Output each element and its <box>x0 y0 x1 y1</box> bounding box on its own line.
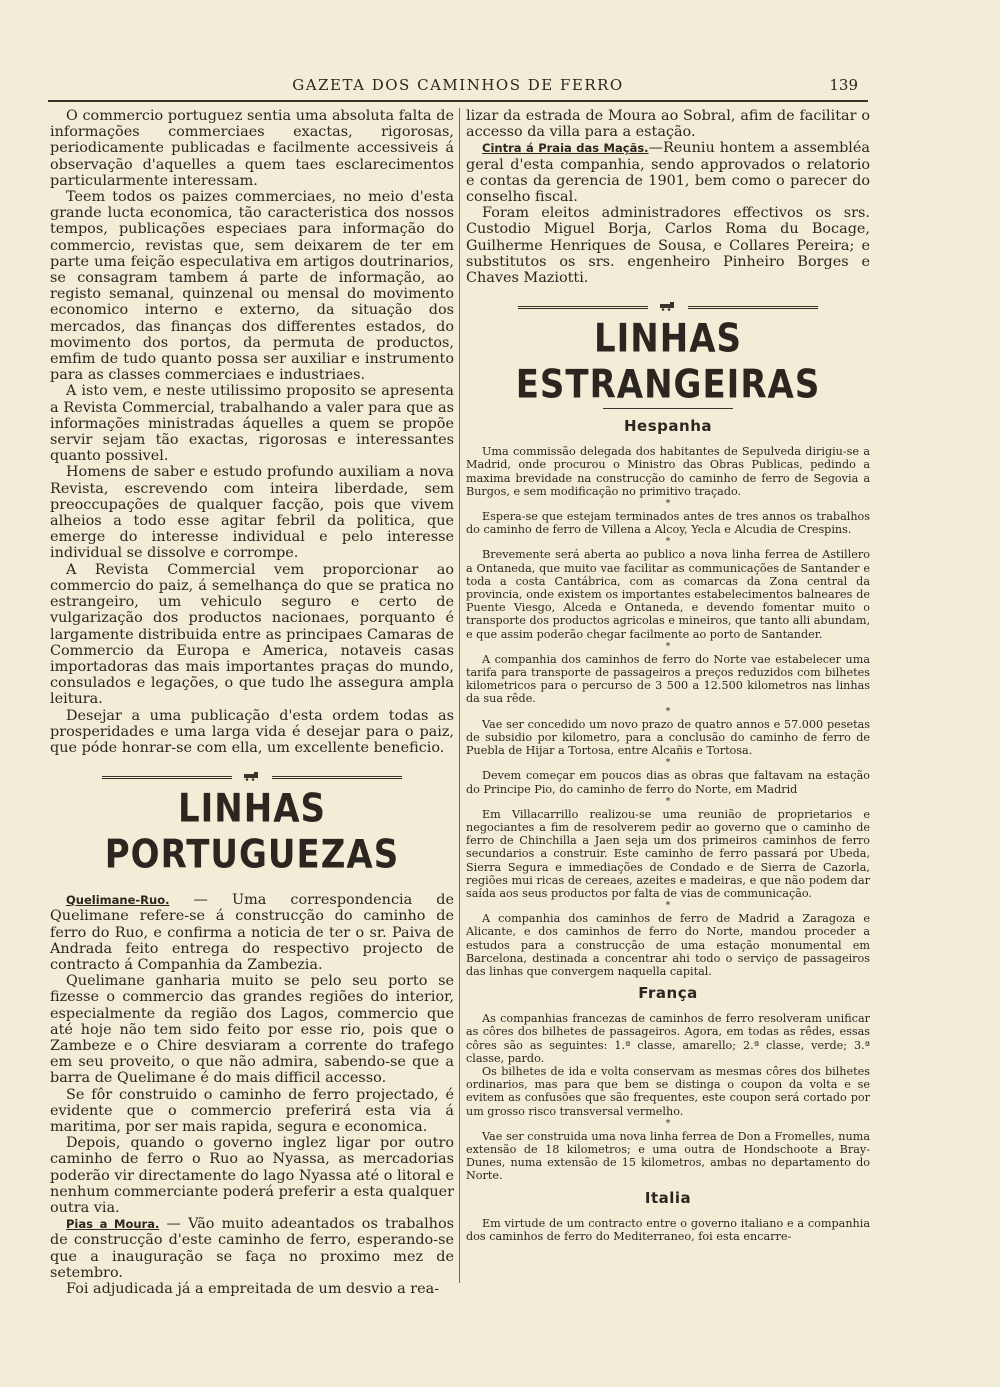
separator-star: * <box>665 499 671 510</box>
intro-paragraph: Desejar a uma publicação d'esta ordem todas as prosperidades e uma larga vida é desejar para o paiz, que póde honrar-se com ella, um excellente beneficio. <box>50 707 454 756</box>
section-ornament <box>518 300 818 314</box>
pias-article <box>50 1216 454 1281</box>
article-text: — Uma correspondencia de Quelimane refere-se á construcção do caminho de ferro do Ruo, e confirma a noticia de ter o sr. Paiva de Andrada feito entrega do respectivo projecto de contracto á Companhia da Zambezia. <box>50 892 454 973</box>
intro-paragraph: A Revista Commercial vem proporcionar ao commercio do paiz, á semelhança do que se pratica no estrangeiro, um vehiculo seguro e certo de vulgarização dos productos nacionaes, porquanto é largamente distribuida entre as principaes Camaras de Commercio da Europa e America, notaveis casas importadoras das mais importantes praças do mundo, consulados e legações, o que tudo lhe assegura ampla leitura. <box>50 561 454 708</box>
article-text: — Vão muito adeantados os trabalhos de construcção d'este caminho de ferro, esperando-se que a inauguração se faça no proximo mez de setembro. <box>50 1216 455 1281</box>
page-number: 139 <box>829 76 858 94</box>
news-item: Em Villacarrillo realizou-se uma reunião de proprietarios e negociantes a fim de resolverem pedir ao governo que o caminho de ferro de Chinchilla a Jaen seja um dos primeiros caminhos de ferro secundarios a construir. Este caminho de ferro passará por Ubeda, Sierra Segura e immediações de Condado e de Sierra de Cazorla, regiões mui ricas de cereaes, azeites e madeiras, e que não podem dar saída aos seus productos por falta de vias de communicação. <box>466 807 870 900</box>
intro-paragraph: Homens de saber e estudo profundo auxiliam a nova Revista, escrevendo com inteira liberdade, sem preoccupações de qualquer facção, pois que vivem alheios a todo esse agitar febril da politica, que emerge do interesse individual e pelo interesse individual se dissolve e corrompe. <box>50 464 454 562</box>
news-item: Em virtude de um contracto entre o governo italiano e a companhia dos caminhos de ferro do Mediterraneo, foi esta encarre- <box>466 1216 870 1243</box>
news-item: Espera-se que estejam terminados antes de tres annos os trabalhos do caminho de ferro de Villena a Alcoy, Yecla e Alcudia de Crespins. <box>466 510 870 537</box>
locomotive-icon <box>658 301 678 311</box>
news-item: Vae ser concedido um novo prazo de quatro annos e 57.000 pesetas de subsidio por kilometro, para a conclusão do caminho de ferro de Puebla de Hijar a Tortosa, entre Alcañis e Tortosa. <box>466 717 870 758</box>
news-item: Os bilhetes de ida e volta conservam as mesmas côres dos bilhetes ordinarios, mas para que bem se distinga o coupon da volta e se evitem as confusões que são frequentes, este coupon será cortado por um grosso risco transversal vermelho. <box>466 1064 870 1118</box>
section-title-linhas-portuguezas: LINHAS PORTUGUEZAS <box>104 786 400 879</box>
continuation-paragraph: lizar da estrada de Moura ao Sobral, afim de facilitar o accesso da villa para a estação. <box>466 108 870 141</box>
article-paragraph: Depois, quando o governo inglez ligar por outro caminho de ferro o Ruo ao Nyassa, as mercadorias poderão vir directamente do lago Nyassa até o litoral e nenhum commerciante poderá preferir a esta qualquer outra via. <box>50 1135 454 1216</box>
news-item: Vae ser construida uma nova linha ferrea de Don a Fromelles, numa extensão de 18 kilometros; e uma outra de Hondschoote a Bray-Dunes, numa extensão de 15 kilometros, ambas no departamento do Norte. <box>466 1129 870 1183</box>
news-item: A companhia dos caminhos de ferro do Norte vae estabelecer uma tarifa para transporte de passageiros a preços reduzidos com bilhetes kilometricos para o percurso de 3 500 a 12.500 kilometros nas linhas da sua rêde. <box>466 652 870 706</box>
separator-star: * <box>665 796 671 807</box>
news-item: Brevemente será aberta ao publico a nova linha ferrea de Astillero a Ontaneda, que muito vae facilitar as communicações de Santander e toda a costa Cantábrica, com as comarcas da Zona central da provincia, onde existem os importantes estabelecimentos balneares de Puente Viesgo, Alceda e Ontaneda, e devendo fomentar muito o transporte dos productos agricolas e mineiros, que tanto alli abundam, e que assim poderão chegar facilmente ao porto de Santander. <box>466 548 870 641</box>
intro-paragraph: O commercio portuguez sentia uma absoluta falta de informações commerciaes exactas, rigorosas, periodicamente publicadas e facilmente accessiveis á observação d'aquelles a quem taes esclarecimentos particularmente interessam. <box>50 108 454 189</box>
separator-star: * <box>665 537 671 548</box>
article-paragraph: Foi adjudicada já a empreitada de um desvio a rea- <box>66 1281 440 1297</box>
column-divider <box>459 108 460 1283</box>
intro-paragraph: A isto vem, e neste utilissimo proposito se apresenta a Revista Commercial, trabalhando a valer para que as informações ministradas áquelles a quem se propõe servir sejam tão exactas, rigorosas e interessantes quanto possivel. <box>50 383 454 465</box>
left-column <box>50 108 455 1297</box>
quelimane-article <box>50 892 454 973</box>
news-item: As companhias francezas de caminhos de ferro resolveram unificar as côres dos bilhetes de passageiros. Agora, em todas as rêdes, essas côres são as seguintes: 1.ª classe, amarello; 2.ª classe, verde; 3.ª classe, pardo. <box>466 1012 870 1065</box>
section-ornament <box>102 770 402 784</box>
separator-star: * <box>665 1118 671 1129</box>
separator-star: * <box>665 641 671 652</box>
subsection-title-italia: Italia <box>644 1188 692 1207</box>
article-text: —Reuniu hontem a assembléa geral d'esta companhia, sendo approvados o relatorio e contas da gerencia de 1901, bem como o parecer do conselho fiscal. <box>466 140 870 206</box>
intro-paragraph: Teem todos os paizes commerciaes, no meio d'esta grande lucta economica, tão caracteristica dos nossos tempos, publicações especiaes para informação do commercio, revistas que, sem deixarem de ter em parte uma feição especulativa em artigos doutrinarios, se consagram tambem á parte de informação, ao registo semanal, quinzenal ou mensal do movimento economico interno e externo, da situação dos mercados, das finanças dos differentes estados, do movimento dos portos, da permuta de productos, emfim de tudo quanto possa ser auxiliar e instrumento para as classes commerciaes e industriaes. <box>50 189 454 384</box>
section-title-linhas-estrangeiras: LINHAS ESTRANGEIRAS <box>515 316 821 409</box>
news-item: Devem começar em poucos dias as obras que faltavam na estação do Principe Pio, do caminho de ferro do Norte, em Madrid <box>466 769 870 796</box>
separator-star: * <box>665 706 671 717</box>
article-paragraph: Foram eleitos administradores effectivos os srs. Custodio Miguel Borja, Carlos Roma du Bocage, Guilherme Henriques de Sousa, e Collares Pereira; e substitutos os srs. engenheiro Pinheiro Borges e Chaves Maziotti. <box>466 205 870 287</box>
locomotive-icon <box>242 771 262 781</box>
separator-star: * <box>665 901 671 912</box>
subsection-title-hespanha: Hespanha <box>624 417 712 436</box>
right-column <box>466 108 870 1288</box>
article-paragraph: Quelimane ganharia muito se pelo seu porto se fizesse o commercio das grandes regiões do interior, especialmente da região dos Lagos, commercio que até hoje não tem sido feito por esse rio, pois que o Zambeze e o Chire desviaram a corrente do trafego em seu proveito, o que não admira, sabendo-se que a barra de Quelimane é do mais difficil accesso. <box>50 973 454 1087</box>
article-heading-quelimane: Quelimane-Ruo. <box>66 893 170 908</box>
news-item: A companhia dos caminhos de ferro de Madrid a Zaragoza e Alicante, e dos caminhos de ferro do Norte, mandou proceder a estudos para a construcção de uma estação monumental em Barcelona, destinada a concentrar ahi todo o serviço de passageiros das linhas que convergem naquella capital. <box>466 912 870 978</box>
title-underline <box>603 408 733 409</box>
article-heading-cintra: Cintra á Praia das Maçãs. <box>482 141 649 156</box>
separator-star: * <box>665 758 671 769</box>
page-header <box>48 74 868 102</box>
article-paragraph: Se fôr construido o caminho de ferro projectado, é evidente que o commercio preferirá esta via á maritima, por ser mais rapida, segura e economica. <box>50 1086 454 1135</box>
cintra-article <box>466 140 870 205</box>
news-item: Uma commissão delegada dos habitantes de Sepulveda dirigiu-se a Madrid, onde procurou o Ministro das Obras Publicas, pedindo a maxima brevidade na construcção do caminho de ferro de Segovia a Burgos, e sem modificação no primitivo traçado. <box>466 445 870 498</box>
subsection-title-franca: França <box>638 984 698 1003</box>
article-heading-pias: Pias a Moura. <box>66 1217 160 1232</box>
publication-title: GAZETA DOS CAMINHOS DE FERRO <box>292 76 624 94</box>
